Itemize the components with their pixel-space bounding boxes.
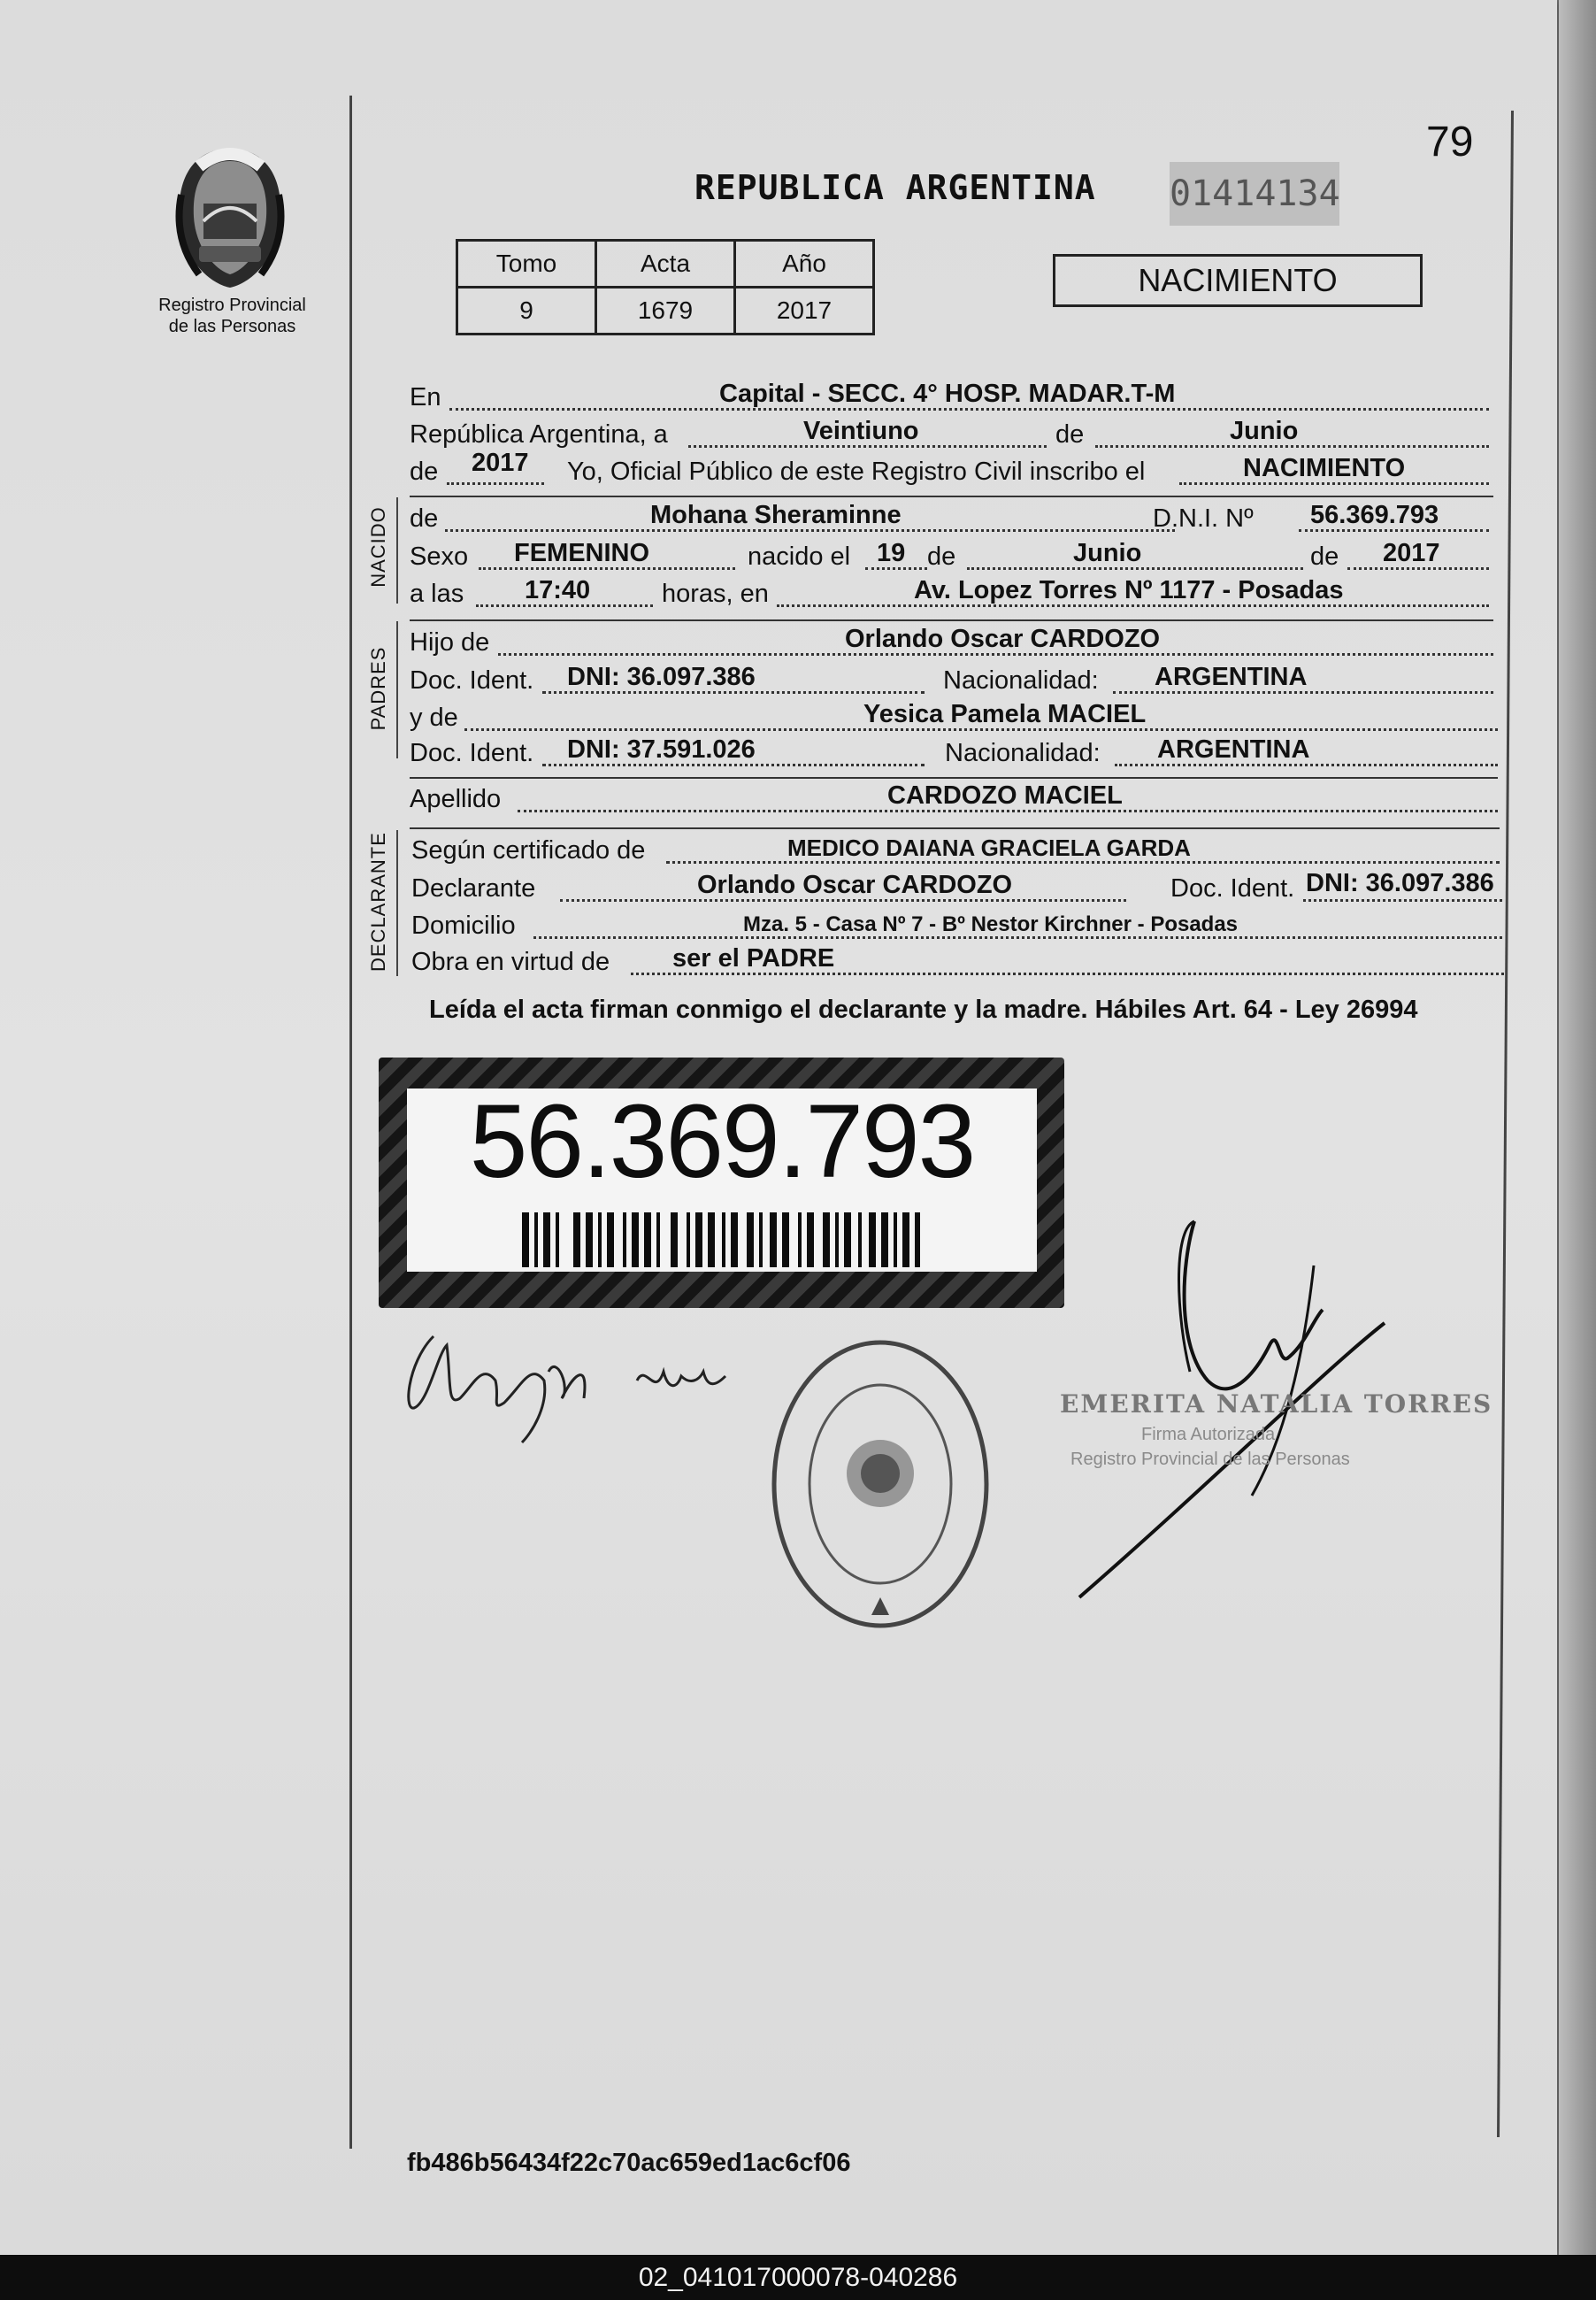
- row-mother: [410, 699, 1498, 736]
- row-declarante: [410, 870, 1502, 907]
- declarante-bracket: [396, 830, 398, 976]
- doc-ident-label: Doc. Ident.: [410, 739, 534, 767]
- republica-label: República Argentina, a: [410, 420, 668, 449]
- declarante-label: Declarante: [411, 874, 536, 903]
- declarante-section-label: DECLARANTE: [367, 832, 389, 972]
- folio-number: 79: [1426, 119, 1474, 165]
- registry-header-tomo: Tomo: [457, 241, 596, 288]
- birth-place-value: Av. Lopez Torres Nº 1177 - Posadas: [914, 576, 1344, 604]
- logo-caption: [133, 295, 332, 337]
- mother-doc-value: DNI: 37.591.026: [567, 735, 756, 764]
- mother-name-value: Yesica Pamela MACIEL: [863, 700, 1147, 728]
- doc-ident-label: Doc. Ident.: [1170, 874, 1295, 903]
- official-stamp-name: EMERITA NATALIA TORRES: [1060, 1389, 1493, 1419]
- certificado-value: MEDICO DAIANA GRACIELA GARDA: [787, 835, 1191, 861]
- scan-id-bar: [0, 2255, 1596, 2300]
- record-type-box: NACIMIENTO: [1053, 254, 1423, 307]
- row-father-doc: [410, 662, 1493, 699]
- apellido-label: Apellido: [410, 785, 502, 813]
- left-margin-line: [349, 96, 352, 2149]
- domicilio-value: Mza. 5 - Casa Nº 7 - Bº Nestor Kirchner - Posadas: [743, 912, 1239, 936]
- registry-header-ano: Año: [735, 241, 874, 288]
- declarante-name-value: Orlando Oscar CARDOZO: [697, 871, 1013, 899]
- row-oficial: [410, 449, 1489, 490]
- father-doc-value: DNI: 36.097.386: [567, 663, 756, 691]
- doc-ident-label: Doc. Ident.: [410, 666, 534, 695]
- dni-label: D.N.I. Nº: [1153, 504, 1254, 533]
- scan-id: 02_041017000078-040286: [638, 2263, 958, 2292]
- row-nacido-name: [410, 500, 1489, 537]
- oficial-text: Yo, Oficial Público de este Registro Civil inscribo el: [567, 458, 1146, 486]
- row-mother-doc: [410, 735, 1498, 772]
- dotted-line: [1303, 899, 1502, 902]
- misiones-crest-logo: [164, 142, 296, 292]
- child-dni-value: 56.369.793: [1310, 501, 1439, 529]
- row-place: [410, 379, 1489, 416]
- logo-caption-line1: Registro Provincial: [158, 296, 306, 315]
- closing-statement: Leída el acta firman conmigo el declarante y la madre. Hábiles Art. 64 - Ley 26994: [429, 996, 1418, 1024]
- hijo-de-label: Hijo de: [410, 628, 490, 657]
- official-stamp-role: Firma Autorizada: [1141, 1425, 1276, 1444]
- domicilio-label: Domicilio: [411, 912, 516, 940]
- certificado-label: Según certificado de: [411, 836, 646, 865]
- registry-stamp: [765, 1332, 995, 1637]
- row-certificado: [410, 832, 1500, 869]
- nacido-el-label: nacido el: [748, 542, 851, 571]
- de-year-label: de: [410, 458, 439, 486]
- birth-year-value: 2017: [1383, 539, 1440, 567]
- section-separator: [410, 496, 1493, 497]
- mother-nationality-value: ARGENTINA: [1157, 735, 1310, 764]
- day-words-value: Veintiuno: [803, 417, 919, 445]
- sexo-label: Sexo: [410, 542, 469, 571]
- de-label: de: [1310, 542, 1339, 571]
- row-nacido-sexo: [410, 538, 1489, 575]
- y-de-label: y de: [410, 704, 458, 732]
- sexo-value: FEMENINO: [514, 539, 650, 567]
- padres-bracket: [396, 621, 398, 758]
- sticker-inner: [407, 1083, 1037, 1272]
- nacionalidad-label: Nacionalidad:: [943, 666, 1099, 695]
- de-label: de: [927, 542, 956, 571]
- time-value: 17:40: [525, 576, 591, 604]
- sticker-number: 56.369.793: [469, 1083, 975, 1200]
- dotted-line: [447, 482, 544, 485]
- month-value: Junio: [1230, 417, 1299, 445]
- section-separator: [410, 827, 1500, 829]
- padres-section-label: PADRES: [367, 646, 389, 731]
- section-separator: [410, 777, 1498, 779]
- birth-month-value: Junio: [1073, 539, 1142, 567]
- serial-number: 01414134: [1170, 162, 1339, 226]
- official-stamp-office: Registro Provincial de las Personas: [1070, 1450, 1350, 1469]
- horas-label: horas, en: [662, 580, 769, 608]
- child-name-value: Mohana Sheraminne: [650, 501, 902, 529]
- declarante-signature: [398, 1301, 770, 1451]
- de-label: de: [410, 504, 439, 533]
- registry-table: [456, 239, 875, 335]
- place-value: Capital - SECC. 4° HOSP. MADAR.T-M: [719, 380, 1176, 408]
- row-obra: [410, 943, 1504, 981]
- country-title: REPUBLICA ARGENTINA: [694, 168, 1096, 207]
- en-label: En: [410, 383, 441, 412]
- section-separator: [410, 619, 1493, 621]
- registry-value-acta: 1679: [596, 288, 735, 335]
- apellido-value: CARDOZO MACIEL: [887, 781, 1123, 810]
- birth-day-value: 19: [877, 539, 906, 567]
- father-name-value: Orlando Oscar CARDOZO: [845, 625, 1161, 653]
- document-hash: fb486b56434f22c70ac659ed1ac6cf06: [407, 2149, 851, 2177]
- registry-value-row: [457, 288, 874, 335]
- registry-header-acta: Acta: [596, 241, 735, 288]
- row-date: [410, 416, 1489, 453]
- inscribe-type-value: NACIMIENTO: [1243, 454, 1406, 482]
- page-edge: [1559, 0, 1596, 2255]
- nacido-bracket: [396, 497, 398, 604]
- logo-caption-line2: de las Personas: [168, 317, 296, 336]
- registry-value-tomo: 9: [457, 288, 596, 335]
- row-apellido: [410, 781, 1498, 818]
- barcode: [522, 1212, 920, 1267]
- row-nacido-time: [410, 575, 1489, 612]
- registry-header-row: [457, 241, 874, 288]
- nacionalidad-label: Nacionalidad:: [945, 739, 1101, 767]
- a-las-label: a las: [410, 580, 464, 608]
- registry-value-ano: 2017: [735, 288, 874, 335]
- obra-value: ser el PADRE: [672, 944, 835, 973]
- de-label: de: [1055, 420, 1085, 449]
- row-father: [410, 624, 1493, 661]
- dni-sticker: [379, 1058, 1064, 1308]
- nacido-section-label: NACIDO: [367, 506, 389, 588]
- declarante-doc-value: DNI: 36.097.386: [1306, 869, 1494, 897]
- year-value: 2017: [472, 449, 529, 477]
- father-nationality-value: ARGENTINA: [1155, 663, 1308, 691]
- row-domicilio: [410, 907, 1502, 944]
- obra-label: Obra en virtud de: [411, 948, 610, 976]
